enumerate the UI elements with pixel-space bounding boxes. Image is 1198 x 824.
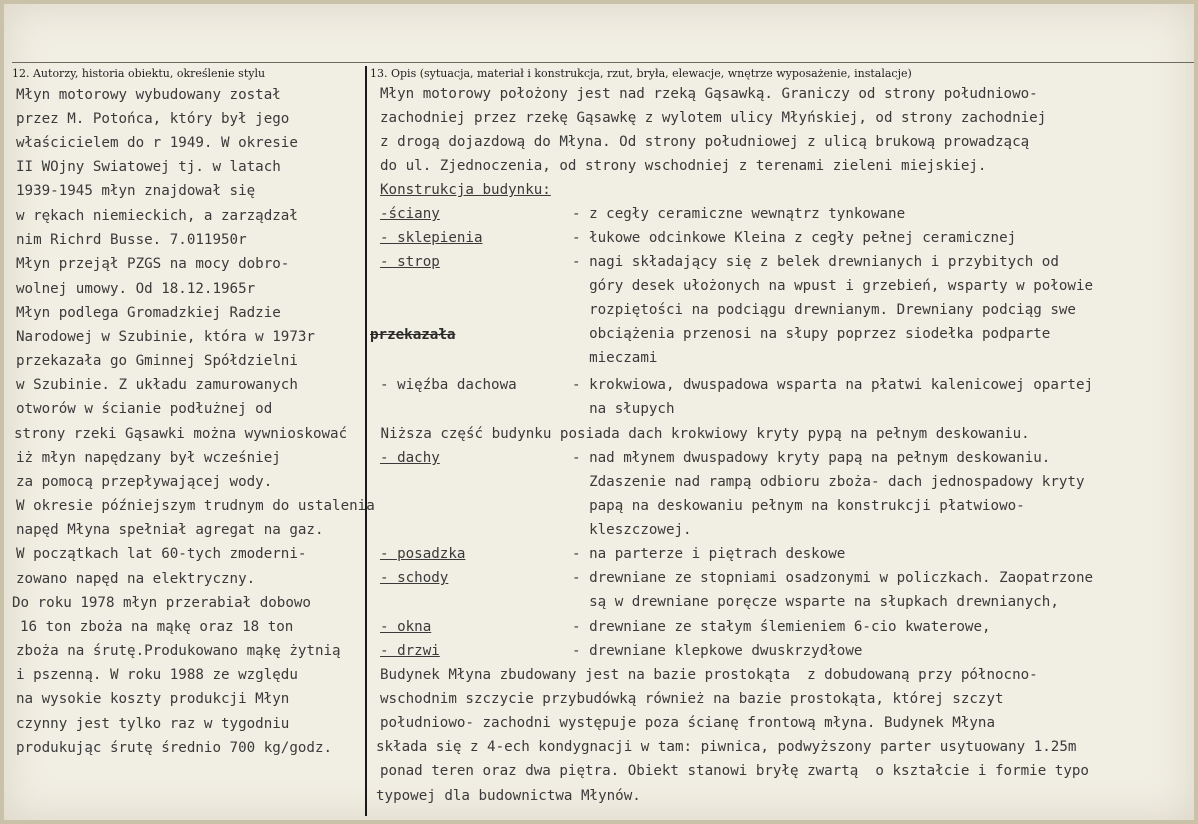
construction-item-text: - łukowe odcinkowe Kleina z cegły pełnej ceramicznej <box>572 230 1017 246</box>
construction-item-text: - nad młynem dwuspadowy kryty papą na pełnym deskowaniu. <box>572 450 1051 466</box>
description-line: Budynek Młyna zbudowany jest na bazie prostokąta z dobudowaną przy północno- <box>380 667 1038 683</box>
construction-item-label: - strop <box>380 254 440 270</box>
construction-item-label: - posadzka <box>380 546 466 562</box>
struck-word: przekazała <box>370 327 456 343</box>
construction-item-label: - dachy <box>380 450 440 466</box>
construction-item-text: na słupych <box>572 401 675 417</box>
construction-item-label: - drzwi <box>380 643 440 659</box>
construction-item-text: góry desek ułożonych na wpust i grzebień, wsparty w połowie <box>572 278 1094 294</box>
right-column-header: 13. Opis (sytuacja, materiał i konstrukcja, rzut, bryła, elewacje, wnętrze wyposażenie, instalacje) <box>370 67 912 80</box>
history-line: II WOjny Swiatowej tj. w latach <box>16 159 281 175</box>
description-line: ponad teren oraz dwa piętra. Obiekt stanowi bryłę zwartą o kształcie i formie typo <box>380 763 1089 779</box>
construction-item-text: Zdaszenie nad rampą odbioru zboża- dach jednospadowy kryty <box>572 474 1085 490</box>
construction-item-text: - drewniane ze stopniami osadzonymi w policzkach. Zaopatrzone <box>572 570 1094 586</box>
history-line: czynny jest tylko raz w tygodniu <box>16 716 290 732</box>
history-line: W okresie późniejszym trudnym do ustalenia <box>16 498 375 514</box>
history-line: otworów w ścianie podłużnej od <box>16 401 273 417</box>
history-line: W początkach lat 60-tych zmoderni- <box>16 546 307 562</box>
construction-item-text: - drewniane ze stałym ślemieniem 6-cio kwaterowe, <box>572 619 991 635</box>
history-line: i pszenną. W roku 1988 ze względu <box>16 667 298 683</box>
construction-item-text: - nagi składający się z belek drewnianych i przybitych od <box>572 254 1059 270</box>
history-line: iż młyn napędzany był wcześniej <box>16 450 281 466</box>
construction-item-text: - z cegły ceramiczne wewnątrz tynkowane <box>572 206 906 222</box>
history-line: wolnej umowy. Od 18.12.1965r <box>16 281 256 297</box>
description-line: wschodnim szczycie przybudówką również na bazie prostokąta, której szczyt <box>380 691 1004 707</box>
column-divider <box>365 66 367 816</box>
construction-item-label: -ściany <box>380 206 440 222</box>
history-line: produkując śrutę średnio 700 kg/godz. <box>16 740 333 756</box>
top-rule <box>12 62 1194 63</box>
history-line: właścicielem do r 1949. W okresie <box>16 135 298 151</box>
construction-item-label: - schody <box>380 570 449 586</box>
construction-item-text: kleszczowej. <box>572 522 692 538</box>
description-line: typowej dla budownictwa Młynów. <box>376 788 641 804</box>
construction-heading: Konstrukcja budynku: <box>380 182 551 198</box>
construction-item-text: rozpiętości na podciągu drewnianym. Drewniany podciąg swe <box>572 302 1076 318</box>
description-line: Młyn motorowy położony jest nad rzeką Gąsawką. Graniczy od strony południowo- <box>380 86 1038 102</box>
history-line: zboża na śrutę.Produkowano mąkę żytnią <box>16 643 341 659</box>
construction-item-label: - sklepienia <box>380 230 483 246</box>
history-line: 16 ton zboża na mąkę oraz 18 ton <box>20 619 294 635</box>
left-column-header: 12. Autorzy, historia obiektu, określenie stylu <box>12 67 266 80</box>
description-line: składa się z 4-ech kondygnacji w tam: piwnica, podwyższony parter usytuowany 1.25m <box>376 739 1077 755</box>
construction-item-label: - okna <box>380 619 432 635</box>
history-line: 1939-1945 młyn znajdował się <box>16 183 256 199</box>
roof-sentence: Niższa część budynku posiada dach krokwiowy kryty pypą na pełnym deskowaniu. <box>372 426 1030 442</box>
construction-item-text: - na parterze i piętrach deskowe <box>572 546 846 562</box>
history-line: na wysokie koszty produkcji Młyn <box>16 691 290 707</box>
description-line: z drogą dojazdową do Młyna. Od strony południowej z ulicą brukową prowadzącą <box>380 134 1030 150</box>
construction-item-label: - więźba dachowa <box>380 377 517 393</box>
history-line: Młyn podlega Gromadzkiej Radzie <box>16 305 281 321</box>
construction-item-text: są w drewniane poręcze wsparte na słupkach drewnianych, <box>572 594 1059 610</box>
description-line: południowo- zachodni występuje poza ścianę frontową młyna. Budynek Młyna <box>380 715 995 731</box>
description-line: do ul. Zjednoczenia, od strony wschodniej z terenami zieleni miejskiej. <box>380 158 987 174</box>
history-line: za pomocą przepływającej wody. <box>16 474 273 490</box>
construction-item-text: obciążenia przenosi na słupy poprzez siodełka podparte <box>572 326 1051 342</box>
history-line: Do roku 1978 młyn przerabiał dobowo <box>12 595 311 611</box>
construction-item-text: papą na deskowaniu pełnym na konstrukcji płatwiowo- <box>572 498 1025 514</box>
history-line: nim Richrd Busse. 7.011950r <box>16 232 247 248</box>
history-line: napęd Młyna spełniał agregat na gaz. <box>16 522 324 538</box>
history-line: Młyn przejął PZGS na mocy dobro- <box>16 256 290 272</box>
history-line: przekazała go Gminnej Spółdzielni <box>16 353 298 369</box>
history-line: strony rzeki Gąsawki można wywnioskować <box>14 426 348 442</box>
construction-item-text: - krokwiowa, dwuspadowa wsparta na płatwi kalenicowej opartej <box>572 377 1094 393</box>
construction-item-text: - drewniane klepkowe dwuskrzydłowe <box>572 643 863 659</box>
history-line: zowano napęd na elektryczny. <box>16 571 256 587</box>
history-line: w rękach niemieckich, a zarządzał <box>16 208 298 224</box>
history-line: Narodowej w Szubinie, która w 1973r <box>16 329 315 345</box>
history-line: przez M. Potońca, który był jego <box>16 111 290 127</box>
construction-item-text: mieczami <box>572 350 658 366</box>
description-line: zachodniej przez rzekę Gąsawkę z wylotem ulicy Młyńskiej, od strony zachodniej <box>380 110 1047 126</box>
history-line: w Szubinie. Z układu zamurowanych <box>16 377 298 393</box>
history-line: Młyn motorowy wybudowany został <box>16 87 281 103</box>
